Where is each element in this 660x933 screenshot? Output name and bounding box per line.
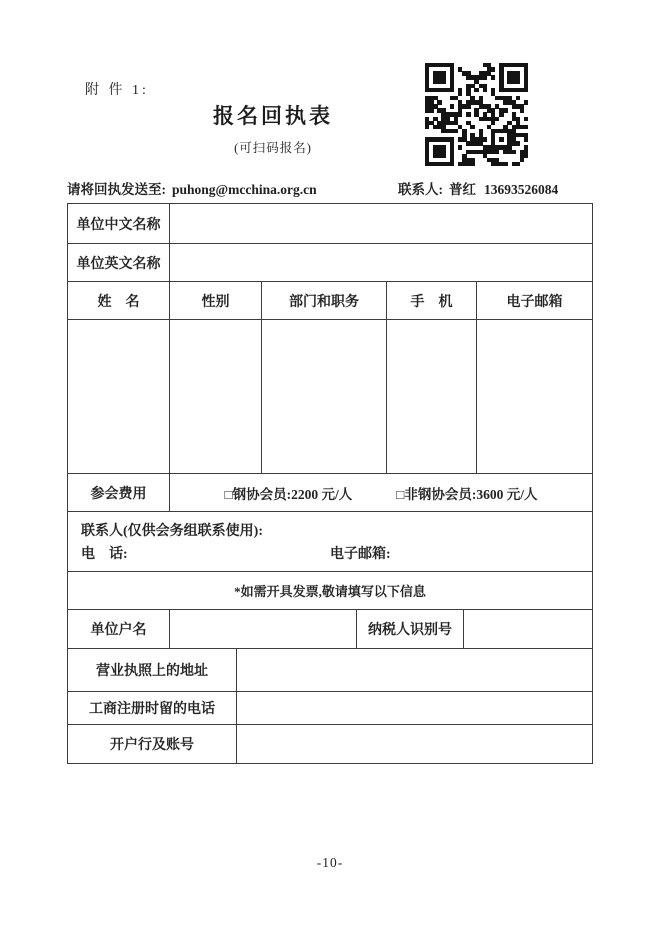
fee-options-cell [169,474,592,511]
row-contact-person [68,511,592,571]
row-invoice-note [68,571,592,609]
fee-label: 参会费用 [90,486,147,502]
attendee-name-cell [68,320,169,473]
attachment-label: 附 件 1: [85,83,149,98]
company-cn-label: 单位中文名称 [76,217,161,233]
contact-info [398,178,558,198]
email-label: 电子邮箱: [330,547,391,563]
page-title: 报名回执表 [213,104,333,128]
row-bank-account [68,724,592,763]
fee-option-nonmember-checkbox: □非钢协会员:3600 元/人 [396,486,538,502]
bank-account-value-cell [236,725,592,763]
company-cn-value-cell [169,204,592,243]
license-address-value-cell [236,649,592,691]
row-company-en [68,243,592,281]
col-header-department: 部门和职务 [261,282,386,319]
contact-phone-email-line [68,543,592,563]
qr-code-icon [425,63,528,166]
col-header-gender: 性别 [169,282,261,319]
taxpayer-id-value-cell [463,610,592,648]
col-header-name: 姓 名 [97,294,140,310]
attendee-email-cell [476,320,592,473]
contact-name: 普红 [449,182,476,197]
row-company-cn [68,204,592,243]
fee-option-member-checkbox: □钢协会员:2200 元/人 [224,486,353,502]
company-en-label: 单位英文名称 [76,256,161,272]
account-name-value-cell [169,610,356,648]
row-account-name [68,609,592,648]
row-attendee-blank [68,319,592,473]
license-address-label: 营业执照上的地址 [96,664,208,679]
page-number: -10- [316,855,344,870]
row-license-address [68,648,592,691]
row-fee [68,473,592,511]
account-name-label: 单位户名 [90,623,147,638]
registered-phone-label: 工商注册时留的电话 [89,702,215,717]
registered-phone-value-cell [236,692,592,724]
taxpayer-id-label: 纳税人识别号 [356,610,463,648]
title-block [67,100,479,156]
contact-person-cell [68,512,592,571]
page-subtitle: (可扫码报名) [234,141,312,155]
attendee-mobile-cell [386,320,476,473]
row-attendee-header [68,281,592,319]
send-to-label: 请将回执发送至: [67,182,166,197]
contact-person-label: 联系人(仅供会务组联系使用): [81,523,263,539]
col-header-email: 电子邮箱 [476,282,592,319]
attendee-department-cell [261,320,386,473]
bank-account-label: 开户行及账号 [110,738,194,753]
attendee-gender-cell [169,320,261,473]
phone-label: 电 话: [81,547,128,563]
registration-form-table [67,203,593,764]
row-registered-phone [68,691,592,724]
contact-label: 联系人: [398,182,443,197]
col-header-mobile: 手 机 [386,282,476,319]
send-line [67,178,593,198]
invoice-note: *如需开具发票,敬请填写以下信息 [234,584,426,599]
contact-phone: 13693526084 [484,182,559,197]
company-en-value-cell [169,244,592,281]
send-to-email: puhong@mcchina.org.cn [172,182,317,197]
